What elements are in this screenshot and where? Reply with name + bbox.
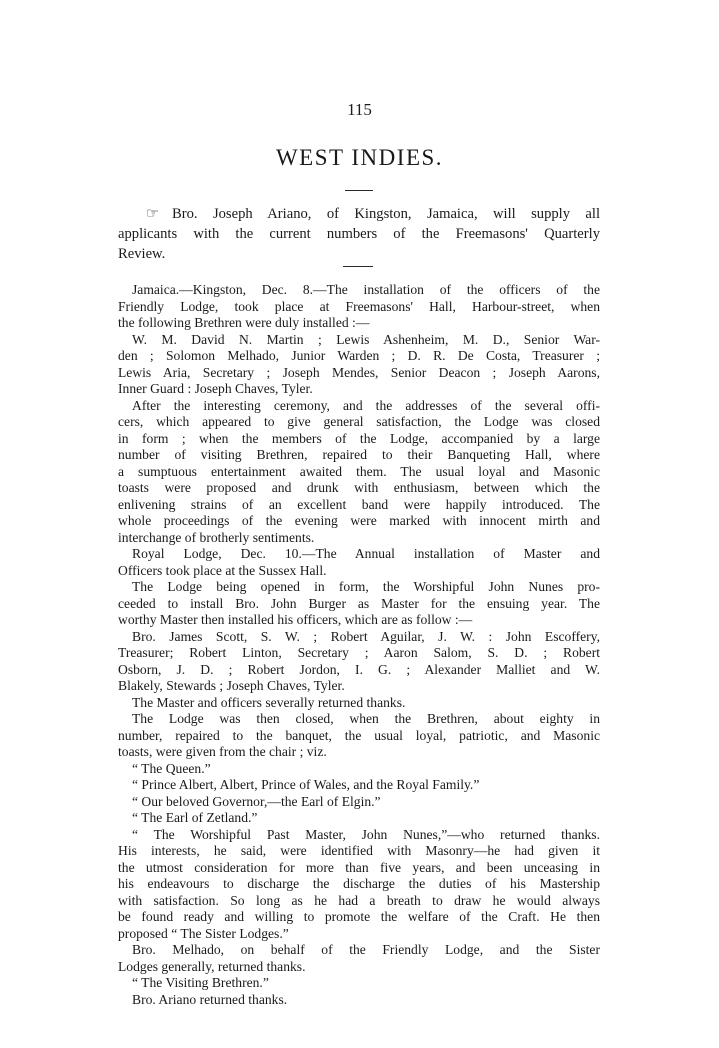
page-title: WEST INDIES. <box>275 145 444 170</box>
pointing-hand-icon: ☞ <box>146 206 160 222</box>
body-line: worthy Master then installed his officers, which are as follow :— <box>118 612 473 627</box>
notice-line <box>118 204 600 224</box>
body-line: Treasurer; Robert Linton, Secretary ; Aaron Salom, S. D. ; Robert <box>118 645 600 660</box>
body-line: whole proceedings of the evening were marked with innocent mirth and <box>118 513 600 528</box>
body-line: The Lodge was then closed, when the Brethren, about eighty in <box>132 711 600 726</box>
body-line: cers, which appeared to give general satisfaction, the Lodge was closed <box>118 414 600 429</box>
divider <box>343 266 373 267</box>
body-line: proposed “ The Sister Lodges.” <box>118 925 289 941</box>
notice-line: Review. <box>118 246 166 262</box>
body-line: “ Prince Albert, Albert, Prince of Wales, and the Royal Family.” <box>132 777 480 792</box>
body-line: “ The Earl of Zetland.” <box>132 810 258 825</box>
body-line: The Lodge being opened in form, the Worshipful John Nunes pro- <box>132 579 600 594</box>
page-number: 115 <box>347 100 372 119</box>
body-line: Inner Guard : Joseph Chaves, Tyler. <box>118 381 313 396</box>
body-line: the utmost consideration for more than five years, and been unceasing in <box>118 859 600 875</box>
body-line: toasts were proposed and drunk with enthusiasm, between which the <box>118 480 600 495</box>
body-line: Blakely, Stewards ; Joseph Chaves, Tyler. <box>118 678 345 693</box>
notice-line-text: Bro. Joseph Ariano, of Kingston, Jamaica, will supply all <box>172 206 600 222</box>
body-line: be found ready and willing to promote the welfare of the Craft. He then <box>118 909 600 924</box>
body-line: Bro. Melhado, on behalf of the Friendly Lodge, and the Sister <box>132 942 600 957</box>
body-line: W. M. David N. Martin ; Lewis Ashenheim, M. D., Senior War- <box>132 331 600 347</box>
body-line: “ The Worshipful Past Master, John Nunes,”—who returned thanks. <box>132 826 600 842</box>
article-body <box>118 282 600 1008</box>
body-line: enlivening strains of an excellent band were happily introduced. The <box>118 496 600 512</box>
body-line: ceeded to install Bro. John Burger as Master for the ensuing year. The <box>118 595 600 611</box>
body-line: toasts, were given from the chair ; viz. <box>118 744 327 759</box>
body-line: “ The Queen.” <box>132 760 211 776</box>
body-line: a sumptuous entertainment awaited them. The usual loyal and Masonic <box>118 463 600 479</box>
notice-line: applicants with the current numbers of the Freemasons' Quarterly <box>118 226 600 242</box>
body-line: his endeavours to discharge the discharge the duties of his Mastership <box>118 876 600 891</box>
body-line: His interests, he said, were identified with Masonry—he had given it <box>118 843 600 858</box>
body-line: The Master and officers severally returned thanks. <box>132 694 406 710</box>
body-line: After the interesting ceremony, and the addresses of the several offi- <box>132 397 600 413</box>
body-line: “ Our beloved Governor,—the Earl of Elgin.” <box>132 793 381 809</box>
body-line: the following Brethren were duly installed :— <box>118 315 370 330</box>
body-line: Bro. Ariano returned thanks. <box>132 991 288 1007</box>
body-line: Lewis Aria, Secretary ; Joseph Mendes, Senior Deacon ; Joseph Aarons, <box>118 364 600 380</box>
body-line: Friendly Lodge, took place at Freemasons' Hall, Harbour-street, when <box>118 298 600 314</box>
body-line: Jamaica.—Kingston, Dec. 8.—The installation of the officers of the <box>132 282 600 297</box>
notice-paragraph <box>118 204 600 264</box>
body-line: den ; Solomon Melhado, Junior Warden ; D. R. De Costa, Treasurer ; <box>118 348 600 363</box>
divider <box>345 190 373 191</box>
body-line: in form ; when the members of the Lodge, accompanied by a large <box>118 430 600 446</box>
body-line: Royal Lodge, Dec. 10.—The Annual installation of Master and <box>132 546 600 561</box>
body-line: interchange of brotherly sentiments. <box>118 529 315 545</box>
body-line: “ The Visiting Brethren.” <box>132 975 269 990</box>
body-line: Lodges generally, returned thanks. <box>118 958 306 974</box>
body-line: number of visiting Brethren, repaired to their Banqueting Hall, where <box>118 447 600 462</box>
body-line: Bro. James Scott, S. W. ; Robert Aguilar, J. W. : John Escoffery, <box>132 628 600 644</box>
body-line: with satisfaction. So long as he had a breath to draw he would always <box>118 892 600 908</box>
body-line: Osborn, J. D. ; Robert Jordon, I. G. ; Alexander Malliet and W. <box>118 661 600 677</box>
body-line: Officers took place at the Sussex Hall. <box>118 562 327 578</box>
body-line: number, repaired to the banquet, the usual loyal, patriotic, and Masonic <box>118 727 600 743</box>
